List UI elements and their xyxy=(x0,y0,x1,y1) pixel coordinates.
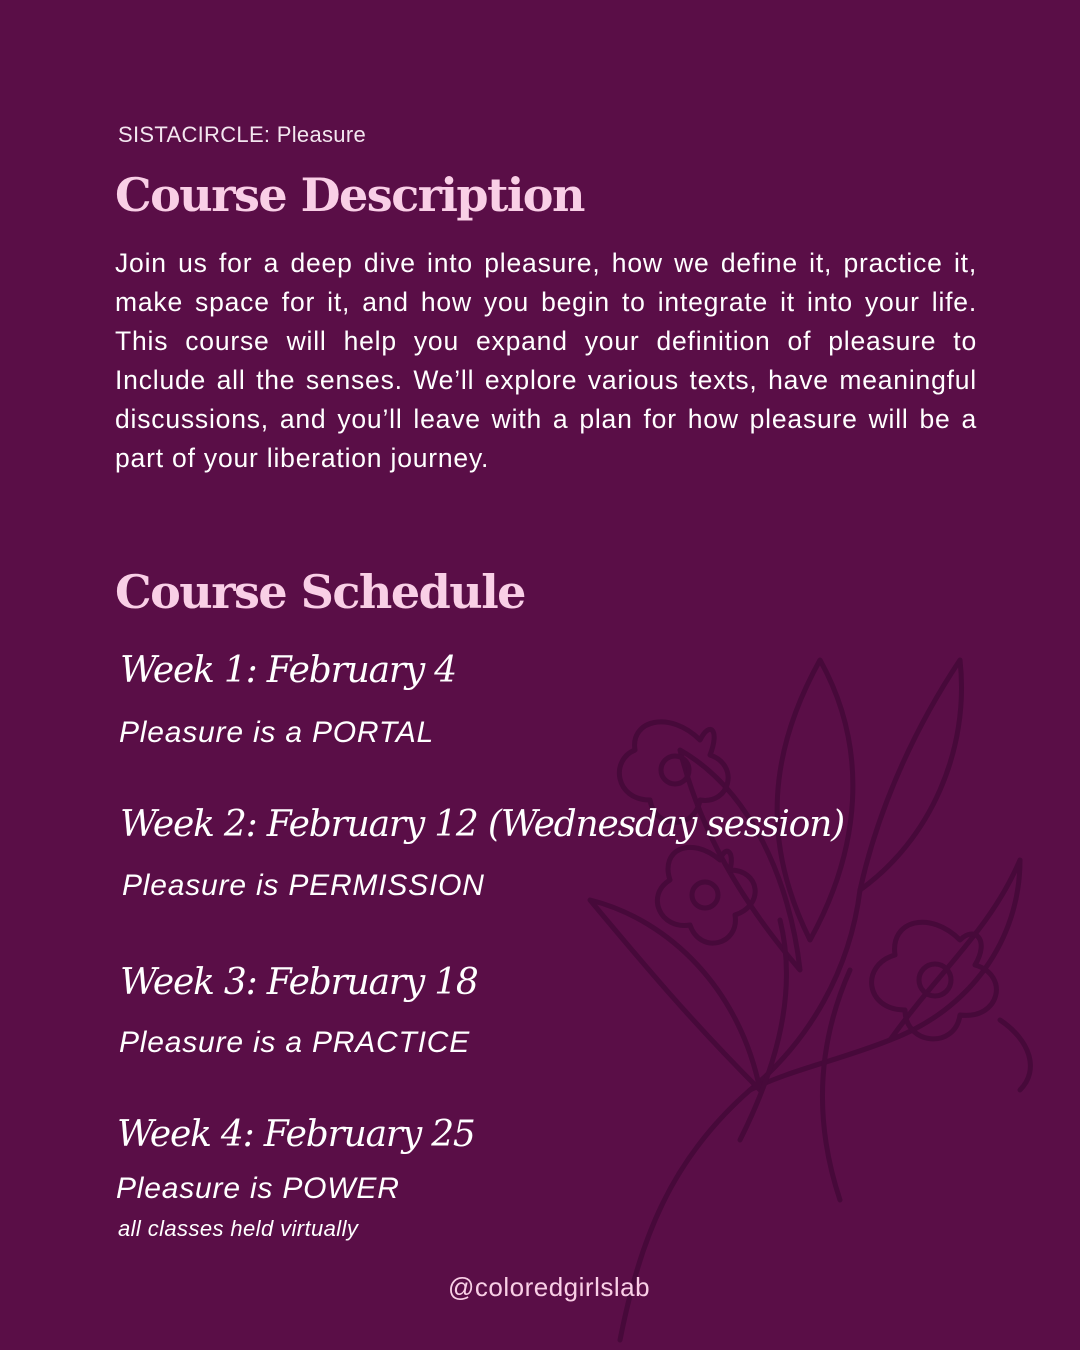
week-4-label: Week 4: February 25 xyxy=(117,1114,475,1155)
week-2-label: Week 2: February 12 (Wednesday session) xyxy=(120,804,844,845)
course-description-text: Join us for a deep dive into pleasure, how we define it, practice it, make space for it, and how you begin to integrate it into your life. This course will help you expand your definition of pleasure to Include all the senses. We’ll explore various texts, have meaningful discussions, and you’ll leave with a plan for how pleasure will be a part of your liberation journey. xyxy=(115,248,977,473)
week-1-topic: Pleasure is a PORTAL xyxy=(119,716,435,749)
series-label: SISTACIRCLE: Pleasure xyxy=(118,122,366,147)
virtual-note: all classes held virtually xyxy=(118,1216,359,1241)
week-1-label: Week 1: February 4 xyxy=(120,650,456,691)
week-3-topic: Pleasure is a PRACTICE xyxy=(119,1026,471,1059)
week-2-topic: Pleasure is PERMISSION xyxy=(122,869,485,902)
course-schedule-title: Course Schedule xyxy=(115,565,525,619)
week-4-topic: Pleasure is POWER xyxy=(116,1172,400,1205)
week-3-label: Week 3: February 18 xyxy=(120,962,478,1003)
social-handle: @coloredgirlslab xyxy=(448,1272,651,1302)
course-description-title: Course Description xyxy=(115,168,584,222)
floral-illustration xyxy=(560,640,1080,1350)
